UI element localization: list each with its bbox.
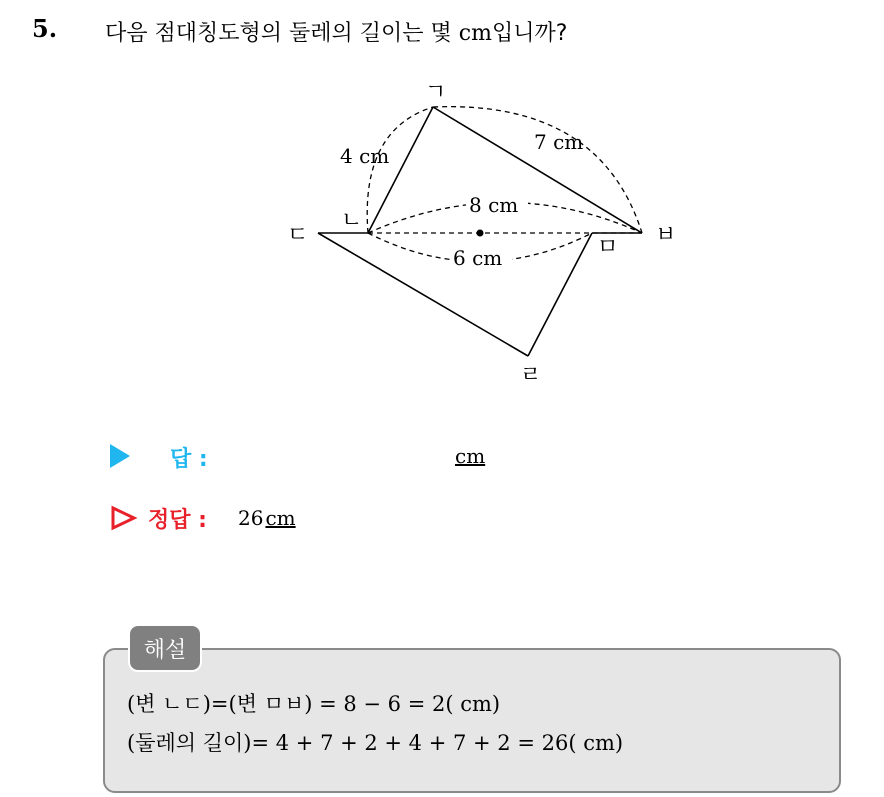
answer-label: 답 : xyxy=(170,447,208,472)
correct-answer-value xyxy=(238,506,296,530)
outline-triangle-icon xyxy=(110,505,138,531)
correct-answer-number: 26 xyxy=(238,506,264,530)
length-label-gb: 7 cm xyxy=(534,130,584,154)
edge-r-m xyxy=(528,233,592,356)
solution-line-1: (변 ㄴㄷ)=(변 ㅁㅂ) = 8 − 6 = 2( cm) xyxy=(127,692,501,716)
play-triangle-icon xyxy=(110,444,130,468)
question-text-main: 다음 점대칭도형의 둘레의 길이는 몇 xyxy=(105,21,459,46)
length-label-bottom-arc: 6 cm xyxy=(453,246,503,270)
solution-line-2: (둘레의 길이)= 4 + 7 + 2 + 4 + 7 + 2 = 26( cm) xyxy=(127,731,624,755)
answer-marker xyxy=(110,440,130,472)
question-number: 5. xyxy=(32,14,58,43)
correct-answer-label: 정답 : xyxy=(148,508,207,533)
vertex-label-n: ㄴ xyxy=(341,208,363,233)
vertex-label-d: ㄷ xyxy=(287,223,309,248)
solution-tag: 해설 xyxy=(128,624,202,672)
question-unit: cm xyxy=(458,21,492,46)
correct-answer-unit: cm xyxy=(265,506,296,530)
length-label-gn: 4 cm xyxy=(340,144,390,168)
vertex-label-m: ㅁ xyxy=(597,235,619,260)
answer-unit: cm xyxy=(455,444,486,468)
vertex-label-g: ㄱ xyxy=(425,80,447,105)
vertex-label-b: ㅂ xyxy=(655,223,677,248)
center-point xyxy=(477,230,484,237)
solution-box xyxy=(103,648,841,793)
question-text-end: 입니까? xyxy=(491,21,568,46)
edge-g-n xyxy=(368,107,433,233)
vertex-label-r: ㄹ xyxy=(520,363,542,388)
length-label-top-arc: 8 cm xyxy=(469,193,519,217)
edge-g-b xyxy=(433,107,642,233)
